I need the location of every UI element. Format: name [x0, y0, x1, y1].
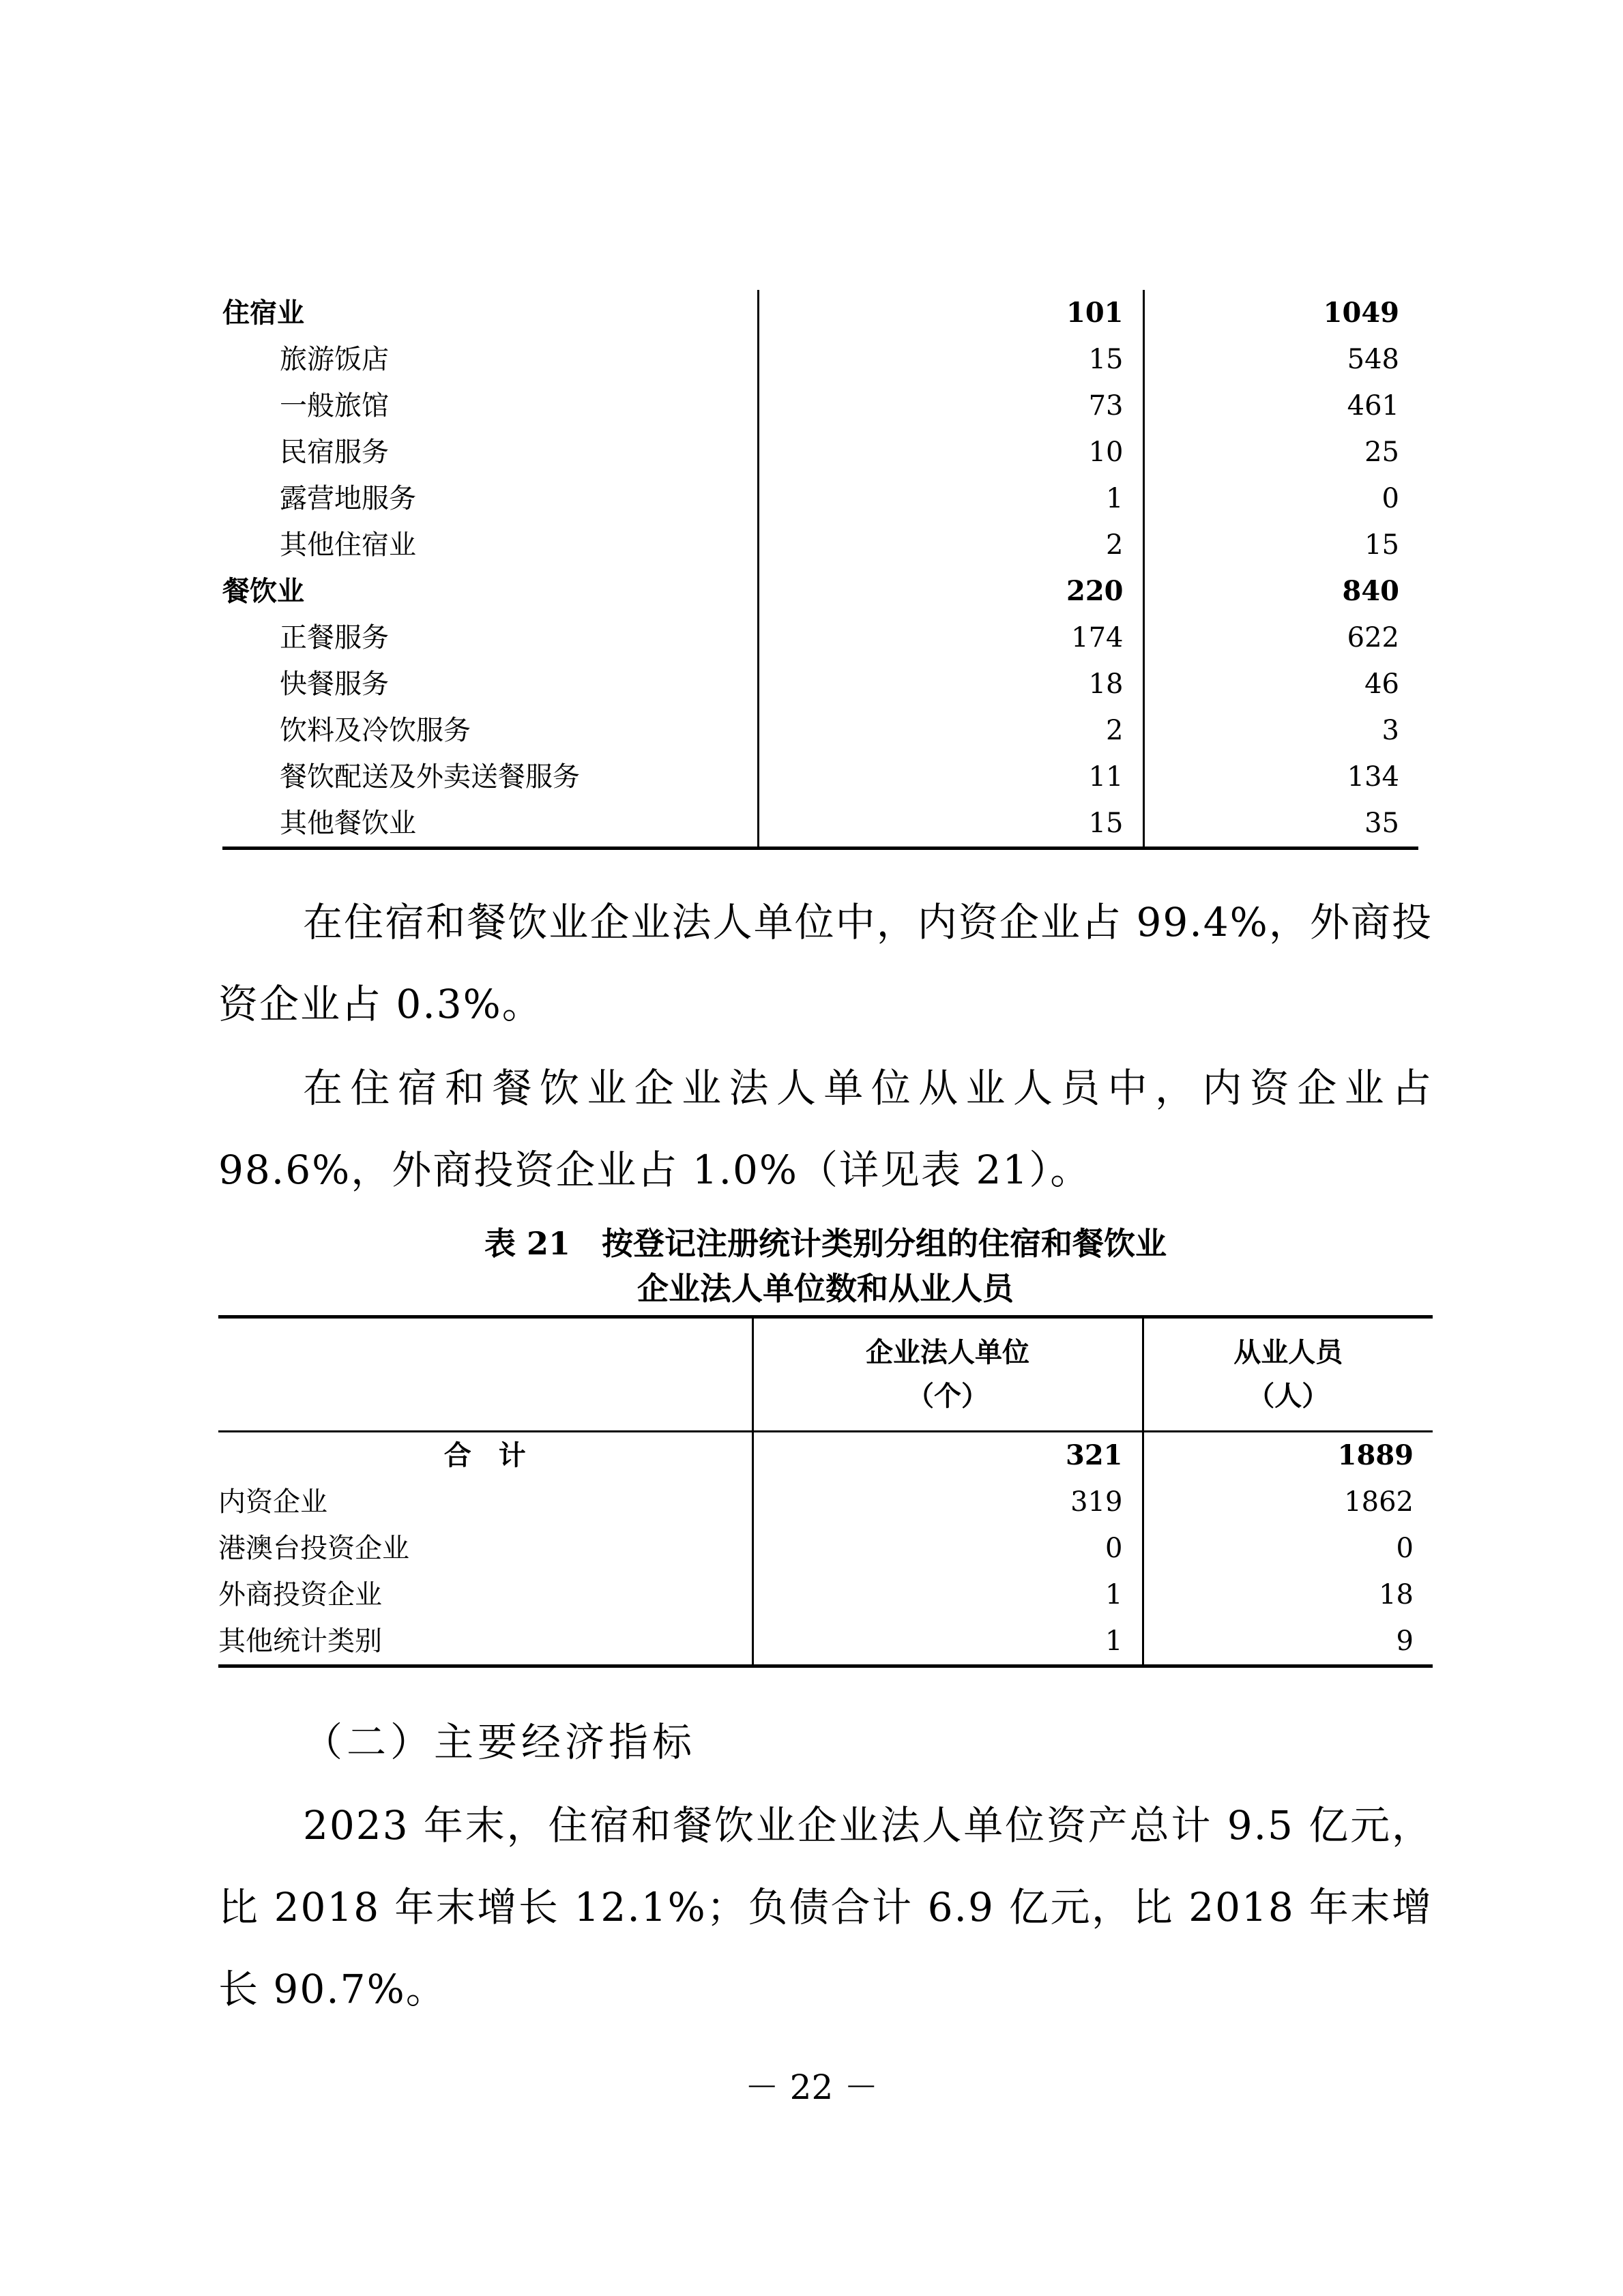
row-units: 1	[752, 1572, 1143, 1618]
header-units-unit: （个）	[907, 1380, 989, 1412]
row-persons: 35	[1143, 800, 1418, 849]
row-persons: 46	[1364, 668, 1399, 700]
total-label: 合 计	[218, 1432, 752, 1480]
table-header-row	[218, 1317, 1433, 1432]
row-persons: 840	[1342, 575, 1399, 607]
table-row	[222, 661, 1418, 707]
paragraph-text: 2023 年末，住宿和餐饮业企业法人单位资产总计 9.5 亿元，比 2018 年末增长 12.1%；负债合计 6.9 亿元，比 2018 年末增长 90.7%。	[218, 1802, 1433, 2012]
page-number: － 22 －	[744, 2067, 879, 2107]
row-persons: 15	[1364, 529, 1399, 561]
row-name: 快餐服务	[222, 661, 758, 707]
table-row	[218, 1525, 1433, 1572]
total-units: 321	[752, 1432, 1143, 1480]
row-units: 2	[758, 707, 1143, 754]
paragraph-text: 在住宿和餐饮业企业法人单位中，内资企业占 99.4%，外商投资企业占 0.3%。	[218, 899, 1433, 1027]
row-name: 餐饮业	[222, 568, 758, 615]
paragraph-text: 在住宿和餐饮业企业法人单位从业人员中，内资企业占 98.6%，外商投资企业占 1.0%（详见表 21）。	[218, 1065, 1433, 1193]
table-caption-line1: 表 21 按登记注册统计类别分组的住宿和餐饮业	[484, 1225, 1167, 1262]
table-row	[222, 429, 1418, 475]
table-row	[222, 522, 1418, 568]
row-units: 15	[758, 336, 1143, 383]
industry-table-continued	[222, 290, 1418, 850]
row-name: 外商投资企业	[218, 1572, 752, 1618]
table-row	[222, 475, 1418, 522]
header-persons-unit: （人）	[1247, 1380, 1330, 1412]
row-units: 220	[758, 568, 1143, 615]
paragraph-units-share	[218, 881, 1433, 1045]
row-units: 319	[752, 1479, 1143, 1525]
row-persons: 622	[1347, 622, 1399, 653]
row-persons: 9	[1143, 1618, 1433, 1666]
row-name: 饮料及冷饮服务	[222, 707, 758, 754]
row-persons: 1049	[1323, 297, 1399, 329]
header-units-title: 企业法人单位	[866, 1336, 1029, 1368]
row-units: 174	[758, 615, 1143, 661]
row-name: 其他住宿业	[222, 522, 758, 568]
row-persons: 134	[1347, 761, 1399, 793]
header-persons	[1143, 1317, 1433, 1432]
table-total-row	[218, 1432, 1433, 1480]
row-units: 0	[752, 1525, 1143, 1572]
row-name: 一般旅馆	[222, 383, 758, 429]
row-name: 港澳台投资企业	[218, 1525, 752, 1572]
row-name: 其他统计类别	[218, 1618, 752, 1666]
row-units: 15	[758, 800, 1143, 849]
table-row	[222, 615, 1418, 661]
paragraph-persons-share	[218, 1047, 1433, 1211]
row-persons: 1862	[1344, 1486, 1414, 1518]
row-units: 10	[758, 429, 1143, 475]
table-row	[222, 290, 1418, 336]
row-persons: 0	[1396, 1533, 1414, 1564]
row-name: 其他餐饮业	[222, 800, 758, 849]
row-name: 民宿服务	[222, 429, 758, 475]
row-units: 11	[758, 754, 1143, 800]
row-name: 旅游饭店	[222, 336, 758, 383]
row-units: 2	[758, 522, 1143, 568]
table-row	[222, 800, 1418, 849]
row-name: 露营地服务	[222, 475, 758, 522]
row-persons: 0	[1381, 483, 1399, 514]
header-blank	[218, 1317, 752, 1432]
row-name: 正餐服务	[222, 615, 758, 661]
total-persons: 1889	[1337, 1439, 1414, 1471]
row-name: 住宿业	[222, 290, 758, 336]
table-21	[218, 1315, 1433, 1668]
table-row	[222, 707, 1418, 754]
row-units: 1	[752, 1618, 1143, 1666]
table-caption-line2: 企业法人单位数和从业人员	[637, 1270, 1014, 1307]
row-units: 101	[758, 290, 1143, 336]
row-persons: 3	[1381, 715, 1399, 746]
table-row	[222, 383, 1418, 429]
table-row	[222, 754, 1418, 800]
table-row	[218, 1479, 1433, 1525]
row-units: 73	[758, 383, 1143, 429]
row-persons: 461	[1347, 390, 1399, 422]
table-row	[222, 336, 1418, 383]
row-persons: 18	[1379, 1579, 1414, 1610]
header-persons-title: 从业人员	[1233, 1336, 1343, 1368]
table-row	[222, 568, 1418, 615]
paragraph-assets	[218, 1784, 1433, 2030]
row-persons: 548	[1347, 344, 1399, 375]
section-heading: （二）主要经济指标	[303, 1719, 697, 1765]
row-name: 餐饮配送及外卖送餐服务	[222, 754, 758, 800]
row-persons: 25	[1364, 437, 1399, 468]
row-units: 18	[758, 661, 1143, 707]
row-name: 内资企业	[218, 1479, 752, 1525]
header-units	[752, 1317, 1143, 1432]
table-row	[218, 1572, 1433, 1618]
row-units: 1	[758, 475, 1143, 522]
table-row	[218, 1618, 1433, 1666]
